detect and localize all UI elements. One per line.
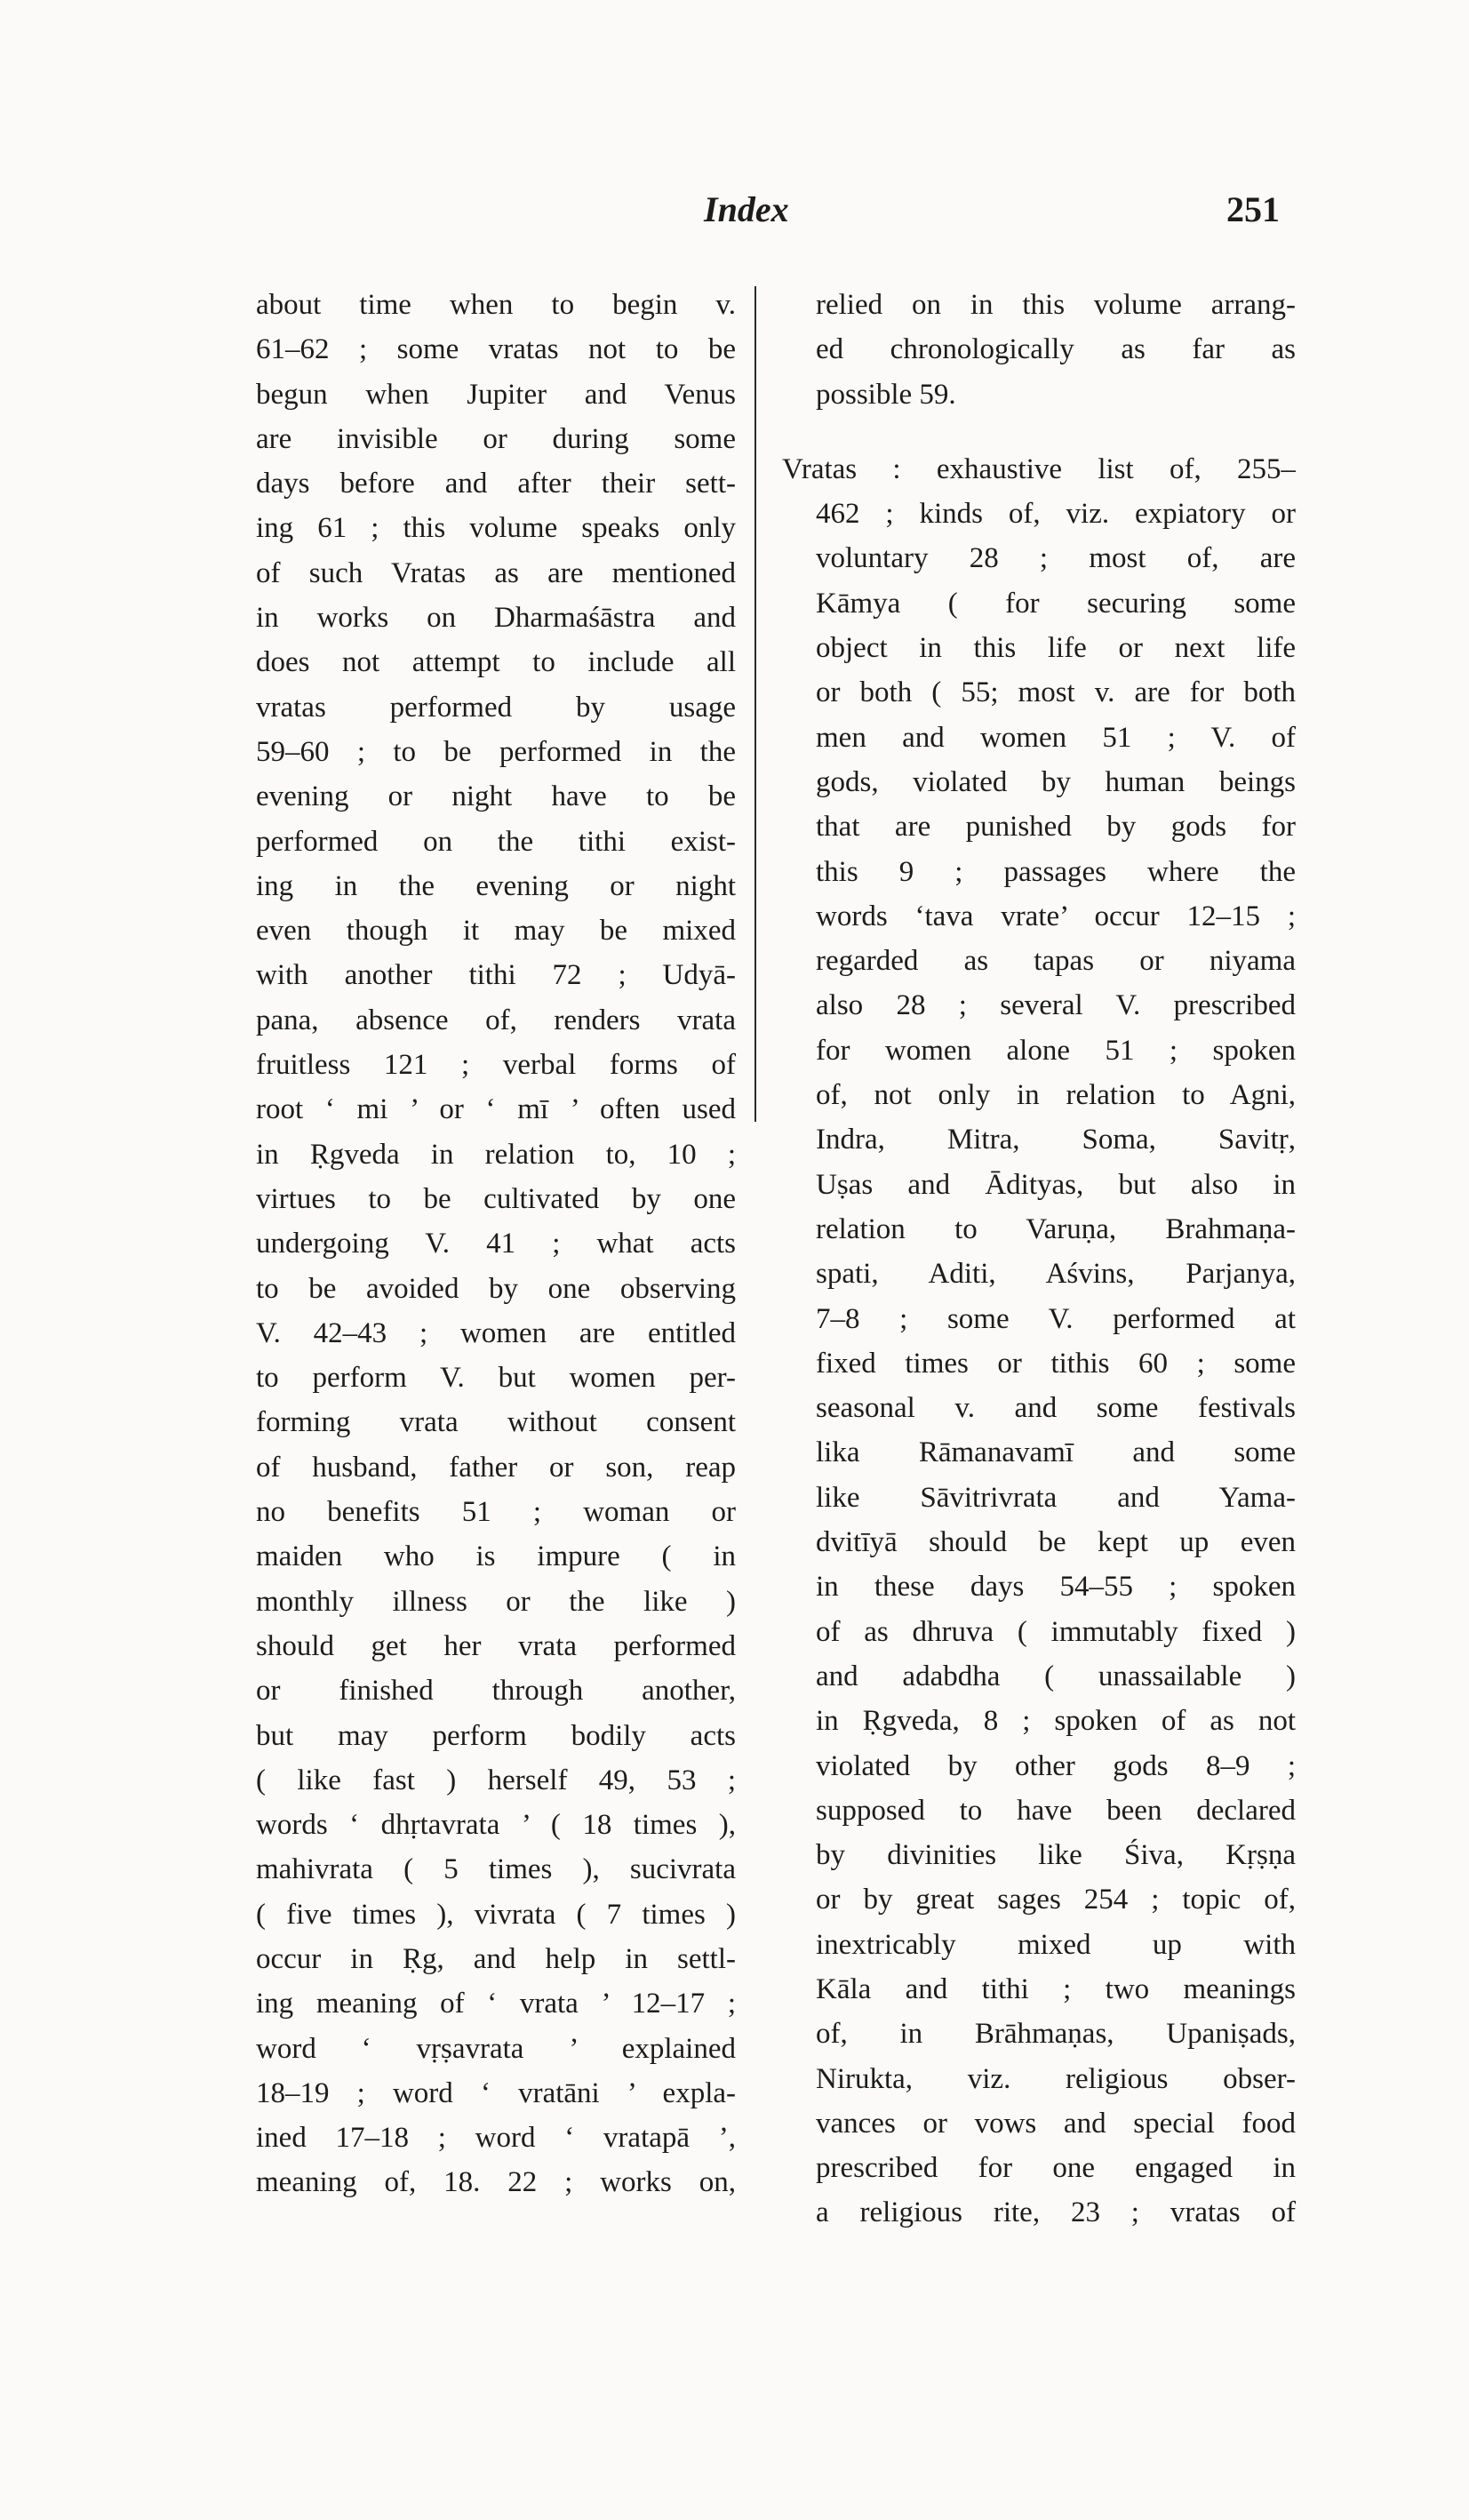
left-column (256, 283, 736, 2205)
text-line: lika Rāmanavamī and some (816, 1436, 1296, 1469)
text-line: seasonal v. and some festivals (816, 1392, 1296, 1425)
text-line: for women alone 51 ; spoken (816, 1034, 1296, 1067)
text-line: in works on Dharmaśāstra and (256, 602, 736, 635)
text-line: prescribed for one engaged in (816, 2152, 1296, 2185)
text-line: in these days 54–55 ; spoken (816, 1571, 1296, 1604)
text-line: to be avoided by one observing (256, 1272, 736, 1305)
text-line: pana, absence of, renders vrata (256, 1004, 736, 1036)
text-line: should get her vrata performed (256, 1629, 736, 1662)
text-line: relation to Varuṇa, Brahmaṇa- (816, 1212, 1296, 1245)
text-line: ing meaning of ‘ vrata ’ 12–17 ; (256, 1988, 736, 2020)
text-line: like Sāvitrivrata and Yama- (816, 1481, 1296, 1514)
text-line: monthly illness or the like ) (256, 1585, 736, 1618)
text-line: no benefits 51 ; woman or (256, 1496, 736, 1529)
text-line: maiden who is impure ( in (256, 1540, 736, 1573)
text-line: are invisible or during some (256, 422, 736, 455)
text-line: Indra, Mitra, Soma, Savitṛ, (816, 1124, 1296, 1156)
text-line: this 9 ; passages where the (816, 855, 1296, 888)
text-line: in Ṛgveda in relation to, 10 ; (256, 1138, 736, 1171)
text-line: of, not only in relation to Agni, (816, 1079, 1296, 1112)
text-line: also 28 ; several V. prescribed (816, 989, 1296, 1022)
text-line: 462 ; kinds of, viz. expiatory or (816, 498, 1296, 531)
text-line: fruitless 121 ; verbal forms of (256, 1049, 736, 1082)
text-line: or by great sages 254 ; topic of, (816, 1884, 1296, 1916)
page-number: 251 (1226, 189, 1280, 229)
column-divider (754, 286, 756, 1122)
text-line: Kāmya ( for securing some (816, 587, 1296, 620)
text-line: gods, violated by human beings (816, 765, 1296, 798)
text-line: undergoing V. 41 ; what acts (256, 1228, 736, 1260)
text-line: fixed times or tithis 60 ; some (816, 1347, 1296, 1380)
text-line: but may perform bodily acts (256, 1719, 736, 1752)
text-line: Uṣas and Ādityas, but also in (816, 1168, 1296, 1201)
text-line: mahivrata ( 5 times ), sucivrata (256, 1853, 736, 1886)
text-line: vances or vows and special food (816, 2107, 1296, 2140)
text-line: virtues to be cultivated by one (256, 1182, 736, 1215)
text-line: object in this life or next life (816, 632, 1296, 665)
text-line: root ‘ mi ’ or ‘ mī ’ often used (256, 1093, 736, 1126)
text-line: inextricably mixed up with (816, 1928, 1296, 1961)
text-line: evening or night have to be (256, 780, 736, 813)
text-line: meaning of, 18. 22 ; works on, (256, 2166, 736, 2199)
text-line: supposed to have been declared (816, 1794, 1296, 1827)
text-line: does not attempt to include all (256, 646, 736, 679)
entry-gap (782, 417, 1296, 447)
text-line: 18–19 ; word ‘ vratāni ’ expla- (256, 2076, 736, 2109)
text-line: performed on the tithi exist- (256, 825, 736, 858)
text-line: V. 42–43 ; women are entitled (256, 1316, 736, 1349)
text-line: with another tithi 72 ; Udyā- (256, 959, 736, 992)
text-line: and adabdha ( unassailable ) (816, 1660, 1296, 1692)
text-line: of such Vratas as are mentioned (256, 556, 736, 589)
text-line: word ‘ vṛṣavrata ’ explained (256, 2032, 736, 2065)
text-line: of as dhruva ( immutably fixed ) (816, 1615, 1296, 1648)
text-line: ined 17–18 ; word ‘ vratapā ’, (256, 2122, 736, 2155)
text-line: ( like fast ) herself 49, 53 ; (256, 1764, 736, 1796)
text-line: occur in Ṛg, and help in settl- (256, 1942, 736, 1975)
text-line: a religious rite, 23 ; vratas of (816, 2196, 1296, 2229)
text-line: 7–8 ; some V. performed at (816, 1302, 1296, 1335)
text-line: or finished through another, (256, 1675, 736, 1708)
right-column (782, 283, 1296, 2236)
text-line: of, in Brāhmaṇas, Upaniṣads, (816, 2018, 1296, 2051)
text-line: words ‘tava vrate’ occur 12–15 ; (816, 900, 1296, 932)
text-line: voluntary 28 ; most of, are (816, 542, 1296, 575)
text-line: that are punished by gods for (816, 811, 1296, 844)
text-line: days before and after their sett- (256, 468, 736, 500)
text-line: Vratas : exhaustive list of, 255– (782, 452, 1296, 485)
text-line: 59–60 ; to be performed in the (256, 735, 736, 768)
text-line: spati, Aditi, Aśvins, Parjanya, (816, 1258, 1296, 1291)
text-line: forming vrata without consent (256, 1406, 736, 1439)
text-line: of husband, father or son, reap (256, 1451, 736, 1484)
text-line: men and women 51 ; V. of (816, 721, 1296, 754)
running-title: Index (704, 189, 789, 229)
text-line: ing in the evening or night (256, 869, 736, 902)
text-line: regarded as tapas or niyama (816, 945, 1296, 978)
text-line: ( five times ), vivrata ( 7 times ) (256, 1898, 736, 1931)
text-line: 61–62 ; some vratas not to be (256, 333, 736, 366)
text-line: ing 61 ; this volume speaks only (256, 512, 736, 545)
text-line: by divinities like Śiva, Kṛṣṇa (816, 1839, 1296, 1872)
text-line: about time when to begin v. (256, 289, 736, 321)
text-line: to perform V. but women per- (256, 1362, 736, 1395)
page-header (0, 188, 1469, 242)
text-line: begun when Jupiter and Venus (256, 378, 736, 411)
text-line: words ‘ dhṛtavrata ’ ( 18 times ), (256, 1809, 736, 1842)
text-line: violated by other gods 8–9 ; (816, 1749, 1296, 1782)
text-line: in Ṛgveda, 8 ; spoken of as not (816, 1705, 1296, 1738)
text-line: ed chronologically as far as (816, 333, 1296, 366)
text-line: vratas performed by usage (256, 691, 736, 724)
text-line: or both ( 55; most v. are for both (816, 676, 1296, 709)
text-line: relied on in this volume arrang- (816, 289, 1296, 321)
text-line: possible 59. (816, 378, 956, 411)
text-line: Kāla and tithi ; two meanings (816, 1972, 1296, 2005)
text-line: even though it may be mixed (256, 915, 736, 948)
text-line: Nirukta, viz. religious obser- (816, 2062, 1296, 2095)
text-line: dvitīyā should be kept up even (816, 1526, 1296, 1559)
